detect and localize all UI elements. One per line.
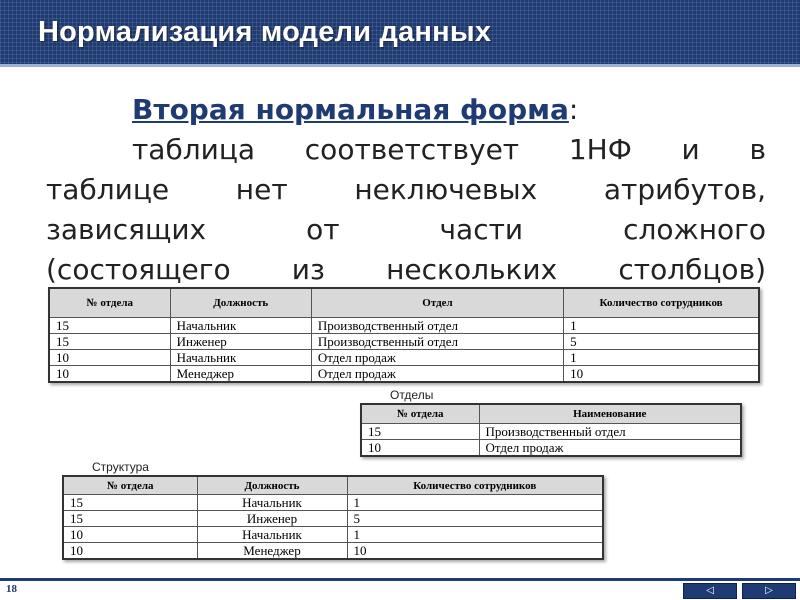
table-cell: 10 [564, 366, 759, 383]
definition-line-2: таблице нет неключевых атрибутов, [46, 173, 766, 206]
table-cell: 5 [564, 334, 759, 350]
table-cell: Производственный отдел [311, 334, 563, 350]
page-number: 18 [6, 583, 17, 595]
table-cell: Отдел продаж [311, 350, 563, 366]
table-cell: Менеджер [170, 366, 311, 383]
table-cell: 10 [63, 543, 197, 560]
previous-slide-button[interactable] [683, 583, 737, 599]
table-row [49, 334, 759, 350]
title-bar [0, 0, 800, 67]
title-divider [0, 64, 800, 67]
table-cell: Начальник [197, 495, 347, 511]
table-cell: Производственный отдел [311, 318, 563, 334]
definition-heading: Вторая нормальная форма [132, 93, 569, 126]
column-header: Должность [197, 476, 347, 495]
definition-text [46, 90, 766, 290]
table-row [361, 440, 741, 457]
table-cell: 10 [347, 543, 603, 560]
table-row [63, 543, 603, 560]
table-cell: 15 [63, 511, 197, 527]
heading-colon: : [568, 93, 579, 126]
table-cell: Инженер [197, 511, 347, 527]
table-cell: 1 [347, 495, 603, 511]
structure-table [62, 475, 604, 560]
unnormalized-table [48, 287, 760, 383]
definition-line-3: зависящих от части сложного [46, 213, 766, 246]
table-cell: 1 [564, 350, 759, 366]
table-cell: Менеджер [197, 543, 347, 560]
departments-table [360, 403, 742, 457]
table-row [49, 318, 759, 334]
column-header: № отдела [361, 404, 479, 424]
table-row [63, 511, 603, 527]
table-cell: 1 [564, 318, 759, 334]
column-header: Должность [170, 288, 311, 318]
column-header: Отдел [311, 288, 563, 318]
table-row [49, 366, 759, 383]
footer-divider [0, 578, 800, 581]
table-header-row [63, 476, 603, 495]
table-cell: Начальник [197, 527, 347, 543]
table-row [63, 495, 603, 511]
column-header: № отдела [49, 288, 170, 318]
table-cell: 15 [49, 334, 170, 350]
table-cell: Отдел продаж [479, 440, 741, 457]
table-cell: 15 [63, 495, 197, 511]
table-cell: 10 [361, 440, 479, 457]
table-cell: 10 [49, 350, 170, 366]
table-cell: 10 [63, 527, 197, 543]
table-row [49, 350, 759, 366]
table-row [63, 527, 603, 543]
table-row [361, 424, 741, 440]
chevron-left-icon: ◁ [706, 585, 714, 596]
column-header: Наименование [479, 404, 741, 424]
table-cell: 1 [347, 527, 603, 543]
column-header: Количество сотрудников [564, 288, 759, 318]
definition-line-1: таблица соответствует 1НФ и в [132, 133, 766, 166]
table-cell: 10 [49, 366, 170, 383]
slide-title: Нормализация модели данных [38, 16, 492, 48]
table-cell: 15 [49, 318, 170, 334]
table-header-row [361, 404, 741, 424]
depts-table-caption: Отделы [390, 388, 434, 402]
chevron-right-icon: ▷ [765, 585, 773, 596]
column-header: Количество сотрудников [347, 476, 603, 495]
table-cell: Начальник [170, 350, 311, 366]
table-header-row [49, 288, 759, 318]
table-cell: 15 [361, 424, 479, 440]
table-cell: Инженер [170, 334, 311, 350]
column-header: № отдела [63, 476, 197, 495]
table-cell: Производственный отдел [479, 424, 741, 440]
struct-table-caption: Структура [92, 460, 149, 474]
table-cell: Отдел продаж [311, 366, 563, 383]
definition-line-4: (состоящего из нескольких столбцов) [46, 253, 766, 286]
definition-heading-line [46, 90, 766, 130]
table-cell: 5 [347, 511, 603, 527]
next-slide-button[interactable] [742, 583, 796, 599]
table-cell: Начальник [170, 318, 311, 334]
